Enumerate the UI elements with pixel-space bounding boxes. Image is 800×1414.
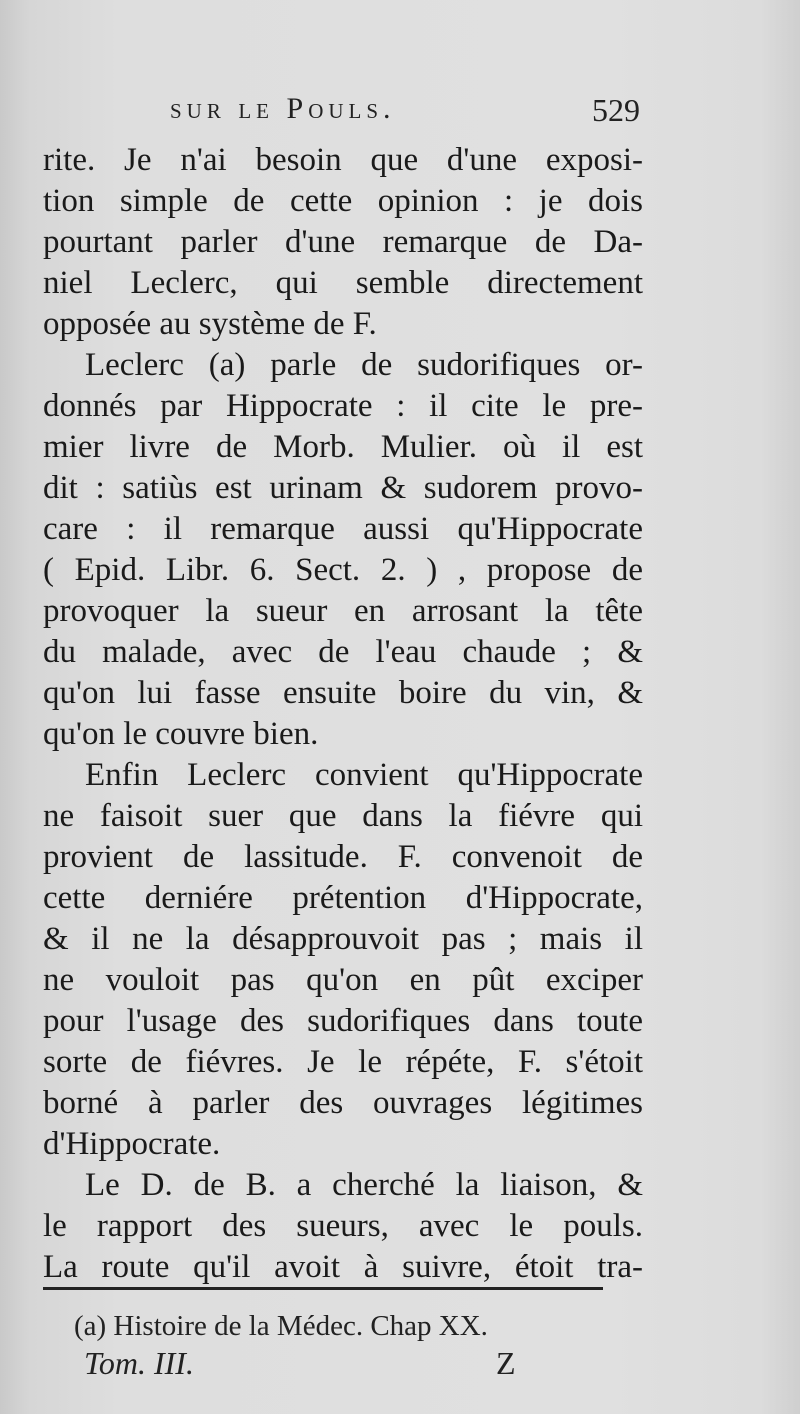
text-line: care : il remarque aussi qu'Hippocrate <box>43 511 643 547</box>
text-line: ne faisoit suer que dans la fiévre qui <box>43 798 643 834</box>
text-line: & il ne la désapprouvoit pas ; mais il <box>43 921 643 957</box>
text-line: sorte de fiévres. Je le répéte, F. s'étoit <box>43 1044 643 1080</box>
footnote: (a) Histoire de la Médec. Chap XX. <box>74 1310 488 1342</box>
text-line: niel Leclerc, qui semble directement <box>43 265 643 301</box>
text-line: cette derniére prétention d'Hippocrate, <box>43 880 643 916</box>
text-line: qu'on lui fasse ensuite boire du vin, & <box>43 675 643 711</box>
text-line: donnés par Hippocrate : il cite le pre- <box>43 388 643 424</box>
text-line: La route qu'il avoit à suivre, étoit tra- <box>43 1249 643 1285</box>
page-number: 529 <box>592 92 640 128</box>
text-line: dit : satiùs est urinam & sudorem provo- <box>43 470 643 506</box>
signature-mark: Z <box>496 1345 516 1381</box>
text-line: du malade, avec de l'eau chaude ; & <box>43 634 643 670</box>
text-line: qu'on le couvre bien. <box>43 716 319 752</box>
page-footer <box>84 1345 544 1385</box>
text-line: pourtant parler d'une remarque de Da- <box>43 224 643 260</box>
text-line: le rapport des sueurs, avec le pouls. <box>43 1208 643 1244</box>
footnote-rule <box>43 1287 603 1290</box>
text-line: ne vouloit pas qu'on en pût exciper <box>43 962 643 998</box>
text-line: Enfin Leclerc convient qu'Hippocrate <box>85 757 643 793</box>
running-head: sur le Pouls. <box>170 92 396 125</box>
text-line: ( Epid. Libr. 6. Sect. 2. ) , propose de <box>43 552 643 588</box>
text-line: provoquer la sueur en arrosant la tête <box>43 593 643 629</box>
text-line: Leclerc (a) parle de sudorifiques or- <box>85 347 643 383</box>
body-text <box>43 140 643 1288</box>
text-line: pour l'usage des sudorifiques dans toute <box>43 1003 643 1039</box>
text-line: provient de lassitude. F. convenoit de <box>43 839 643 875</box>
text-line: mier livre de Morb. Mulier. où il est <box>43 429 643 465</box>
text-line: borné à parler des ouvrages légitimes <box>43 1085 643 1121</box>
text-line: Le D. de B. a cherché la liaison, & <box>85 1167 643 1203</box>
page-header <box>170 92 640 132</box>
text-line: tion simple de cette opinion : je dois <box>43 183 643 219</box>
text-line: rite. Je n'ai besoin que d'une exposi- <box>43 142 643 178</box>
text-line: d'Hippocrate. <box>43 1126 221 1162</box>
volume-mark: Tom. III. <box>84 1345 194 1381</box>
text-line: opposée au système de F. <box>43 306 377 342</box>
